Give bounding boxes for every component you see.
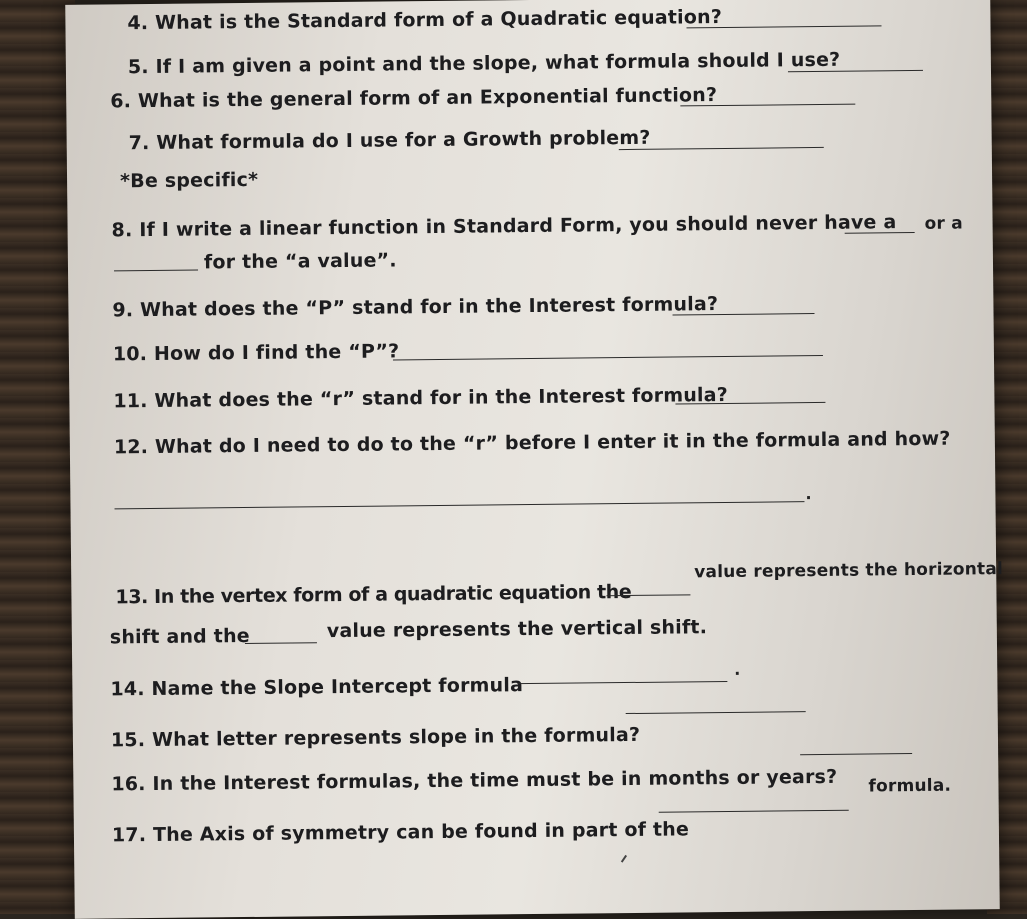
answer-blank-16[interactable] [800, 753, 912, 755]
answer-blank-13a[interactable] [606, 594, 690, 596]
answer-blank-14[interactable] [517, 681, 727, 684]
question-5: 5. If I am given a point and the slope, what formula should I use? [127, 48, 841, 79]
answer-blank-8b[interactable] [114, 269, 198, 271]
be-specific-note: *Be specific* [119, 168, 259, 193]
answer-blank-12[interactable] [115, 501, 805, 509]
answer-blank-8a[interactable] [845, 232, 915, 234]
answer-blank-13b[interactable] [245, 642, 317, 644]
question-11: 11. What does the “r” stand for in the Interest formula? [113, 383, 729, 413]
question-7: 7. What formula do I use for a Growth problem? [128, 126, 651, 155]
answer-blank-9[interactable] [673, 313, 815, 315]
answer-blank-5[interactable] [788, 70, 923, 72]
answer-blank-17[interactable] [659, 810, 849, 813]
question-13-line-2b: value represents the vertical shift. [326, 616, 708, 643]
question-14: 14. Name the Slope Intercept formula [110, 674, 524, 701]
question-13-line-1: 13. In the vertex form of a quadratic equation the [115, 580, 632, 609]
wood-background-left [0, 0, 75, 914]
question-17-end: formula. [868, 775, 952, 797]
question-4: 4. What is the Standard form of a Quadratic equation? [127, 5, 723, 35]
question-16: 16. In the Interest formulas, the time must be in months or years? [111, 765, 838, 796]
question-12: 12. What do I need to do to the “r” before I enter it in the formula and how? [113, 427, 951, 459]
question-10: 10. How do I find the “P”? [112, 340, 400, 366]
period-14: . [734, 659, 741, 679]
question-6: 6. What is the general form of an Exponential function? [110, 84, 718, 113]
question-8-line-2: for the “a value”. [203, 249, 397, 274]
question-13-mid: value represents the horizontal [694, 559, 1004, 583]
answer-blank-10[interactable] [393, 355, 823, 361]
question-8-or: or a [924, 213, 963, 234]
question-13-line-2a: shift and the [109, 624, 250, 649]
answer-blank-15[interactable] [626, 711, 806, 714]
question-8-line-1: 8. If I write a linear function in Standard Form, you should never have a [111, 211, 897, 242]
worksheet-paper [65, 0, 1004, 919]
period-12: . [805, 484, 812, 504]
question-9: 9. What does the “P” stand for in the Interest formula? [112, 293, 719, 322]
pencil-mark [621, 855, 634, 867]
question-17: 17. The Axis of symmetry can be found in part of the [111, 818, 690, 847]
answer-blank-11[interactable] [675, 402, 825, 405]
question-15: 15. What letter represents slope in the formula? [110, 723, 641, 752]
